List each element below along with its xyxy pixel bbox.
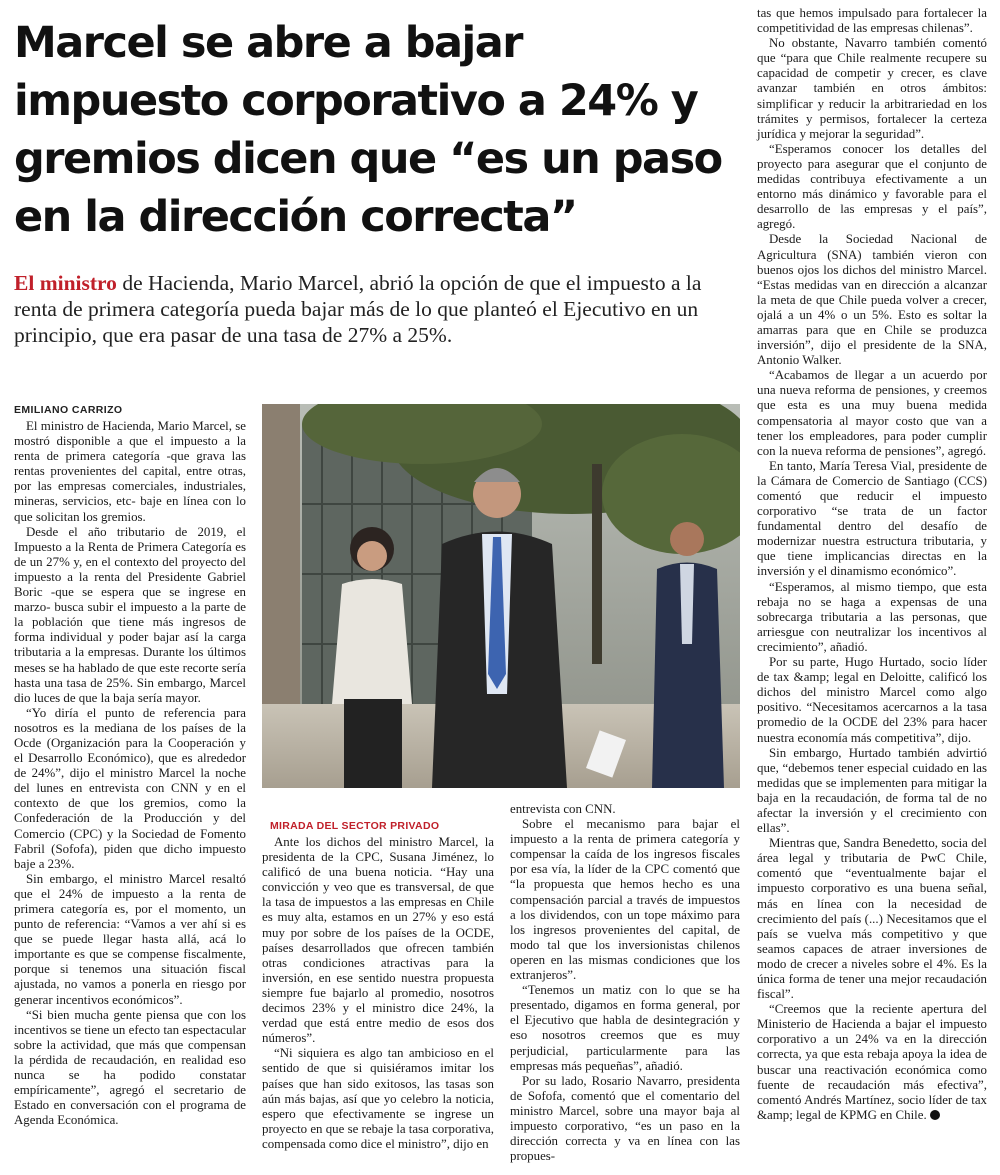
paragraph: Desde la Sociedad Nacional de Agricultura (SNA) también vieron con buenos ojos los dichos del ministro Marcel. “Estas medidas van en dirección a alcanzar la meta de que Chile pueda volver a crecer, ojalá a un 4% o un 5%. Esto es soltar la amarras para que en Chile se produzca inversión”, dijo el presidente de la SNA, Antonio Walker.: [757, 232, 987, 368]
paragraph: Ante los dichos del ministro Marcel, la presidenta de la CPC, Susana Jiménez, lo calificó de una buena noticia. “Hay una convicción y veo que es transversal, de que la tasa de impuestos a las empresas en Chile es muy alta, estamos en un 27% y eso está muy por sobre de los países de la OCDE, países desarrollados que ofrecen también otras condiciones atractivas para la inversión, en ese sentido nuestra propuesta siempre fue bajarlo al promedio, nosotros decimos 23% y el ministro dice 24%, la verdad que está entre medio de esos dos números”.: [262, 835, 494, 1046]
paragraph: “Ni siquiera es algo tan ambicioso en el sentido de que si quisiéramos imitar los países que han sido exitosos, las tasas son aún más bajas, así que yo celebro la noticia, espero que efectivamente se ingrese un proyecto en que se rebaje la tasa corporativa, compensada como dice el ministro”, dijo en: [262, 1046, 494, 1151]
byline: EMILIANO CARRIZO: [14, 404, 123, 416]
paragraph: Sin embargo, el ministro Marcel resaltó que el 24% de impuesto a la renta de primera categoría es, por el momento, un punto de referencia: “Vamos a ver ahí si es que se puede llegar hasta allá, acá lo importante es que se compense fiscalmente, porque si tenemos una situación fiscal ajustada, no vamos a ponerla en riesgo por generar incentivos económicos”.: [14, 871, 246, 1007]
column-3: [510, 802, 740, 1164]
lead-paragraph: [14, 270, 744, 348]
paragraph: Sin embargo, Hurtado también advirtió que, “debemos tener especial cuidado en las medidas que se implementen para mitigar la baja en la recaudación, de forma tal de no afectar la inversión y el crecimiento con ellas”.: [757, 745, 987, 836]
paragraph: “Esperamos conocer los detalles del proyecto para asegurar que el conjunto de medidas contribuya efectivamente a un entorno más dinámico y favorable para el desarrollo de las empresas y el país”, agregó.: [757, 141, 987, 232]
paragraph: [757, 1002, 987, 1123]
paragraph: El ministro de Hacienda, Mario Marcel, se mostró disponible a que el impuesto a la renta de primera categoría -que grava las rentas provenientes del capital, entre otras, por las empresas comerciales, industriales, mineras, servicios, etc- baje en línea con lo que solicitan los gremios.: [14, 419, 246, 524]
photo-icon: [262, 404, 740, 788]
final-paragraph-text: “Creemos que la reciente apertura del Ministerio de Hacienda a bajar el impuesto corporativo a un 24% va en la dirección correcta, ya que esta rebaja apoya la idea de buscar una reactivación económica como fuente de recaudación más efectiva”, comentó Andrés Martínez, socio líder de tax &amp; legal de KPMG en Chile.: [757, 1002, 987, 1122]
paragraph: tas que hemos impulsado para fortalecer la competitividad de las empresas chilenas”.: [757, 6, 987, 36]
headline: Marcel se abre a bajar impuesto corporativo a 24% y gremios dicen que “es un paso en la dirección correcta”: [14, 18, 722, 242]
column-4: [757, 6, 987, 1123]
paragraph: Sobre el mecanismo para bajar el impuesto a la renta de primera categoría y compensar la caída de los ingresos fiscales por esa vía, la líder de la CPC comentó que “la propuesta que hemos hecho es una compensación parcial a través de impuestos a los dividendos, con un tope máximo para los ingresos provenientes del capital, de modo tal que los inversionistas chilenos operen en las mismas condiciones que los extranjeros”.: [510, 817, 740, 983]
paragraph: “Esperamos, al mismo tiempo, que esta rebaja no se haga a expensas de una sobrecarga tributaria a las personas, que arriesgue con neutralizar los incentivos al crecimiento”, añadió.: [757, 579, 987, 654]
paragraph: “Tenemos un matiz con lo que se ha presentado, digamos en forma general, por el Ejecutivo que habla de desintegración y eso nosotros creemos que es muy perjudicial, particularmente para las empresas más pequeñas”, añadió.: [510, 983, 740, 1073]
paragraph: “Yo diría el punto de referencia para nosotros es la mediana de los países de la Ocde (Organización para la Cooperación y el Desarrollo Económico), que es alrededor de 24%”, dijo el ministro Marcel la noche del lunes en entrevista con CNN y en el contexto de que los gremios, como la Confederación de la Producción y del Comercio (CPC) y la Sociedad de Fomento Fabril (Sofofa), piden que dicho impuesto baje a 23%.: [14, 705, 246, 871]
paragraph: En tanto, María Teresa Vial, presidente de la Cámara de Comercio de Santiago (CCS) comentó que reducir el impuesto corporativo “se trata de un factor fundamental dentro del desafío de modernizar nuestra estructura tributaria, y que tiene implicancias directas en la inversión y el dinamismo económico”.: [757, 458, 987, 579]
paragraph: Por su parte, Hugo Hurtado, socio líder de tax &amp; legal en Deloitte, calificó los dichos del ministro Marcel como algo positivo. “Necesitamos acercarnos a la tasa promedio de la OCDE del 23% para hacer nuestra economía más competitiva”, dijo.: [757, 655, 987, 745]
paragraph: “Si bien mucha gente piensa que con los incentivos se tiene un efecto tan espectacular sobre la actividad, que más que compensan la pérdida de recaudación, en realidad eso nunca se ha podido constatar empíricamente”, agregó el secretario de Estado en conversación con el programa de Agenda Económica.: [14, 1007, 246, 1128]
paragraph: entrevista con CNN.: [510, 802, 616, 816]
section-header: MIRADA DEL SECTOR PRIVADO: [270, 820, 440, 832]
lead-kicker: El ministro: [14, 271, 117, 295]
paragraph: No obstante, Navarro también comentó que “para que Chile realmente recupere su capacidad de competir y crecer, es clave avanzar también en otros ámbitos: simplificar y reducir la arbitrariedad en los trámites y permisos, fortalecer la certeza jurídica y mejorar la seguridad”.: [757, 36, 987, 141]
column-2: [262, 835, 494, 1152]
paragraph: Por su lado, Rosario Navarro, presidenta de Sofofa, comentó que el comentario del ministro Marcel, sobre una mayor baja al impuesto corporativo, “es un paso en la dirección correcta y va en línea con las propues-: [510, 1073, 740, 1164]
end-mark-icon: [930, 1110, 940, 1120]
lead-text: de Hacienda, Mario Marcel, abrió la opción de que el impuesto a la renta de primera categoría pueda bajar más de lo que planteó el Ejecutivo en un principio, que era pasar de una tasa de 27% a 25%.: [14, 271, 702, 347]
paragraph: Mientras que, Sandra Benedetto, socia del área legal y tributaria de PwC Chile, comentó que “eventualmente bajar el impuesto corporativo es una buena señal, más en línea con la necesidad de crecimiento del país (...) Necesitamos que el país se vuelva más competitivo y que seamos capaces de atraer inversiones de modo de crecer a niveles sobre el 4%. Es la única forma de tener una mejor recaudación fiscal”.: [757, 836, 987, 1002]
paragraph: Desde el año tributario de 2019, el Impuesto a la Renta de Primera Categoría es de un 27% y, en el contexto del proyecto del impuesto a la renta del Presidente Gabriel Boric -que se espera que se ingrese en marzo- busca subir el impuesto a la parte de la población que tiene más ingresos de forma individual y poder bajar así la carga tributaria a la empresas. Durante los últimos meses se ha hablado de que este recorte sería hasta una tasa de 25%. Sin embargo, Marcel dio luces de que la baja sería mayor.: [14, 524, 246, 705]
column-1: [14, 419, 246, 1128]
news-photo: [262, 404, 740, 788]
paragraph: “Acabamos de llegar a un acuerdo por una nueva reforma de pensiones, y creemos que esta es una muy buena medida compensatoria al mayor costo que van a tener los empleadores, para poder cumplir con la nueva reforma de pensiones”, agregó.: [757, 368, 987, 458]
